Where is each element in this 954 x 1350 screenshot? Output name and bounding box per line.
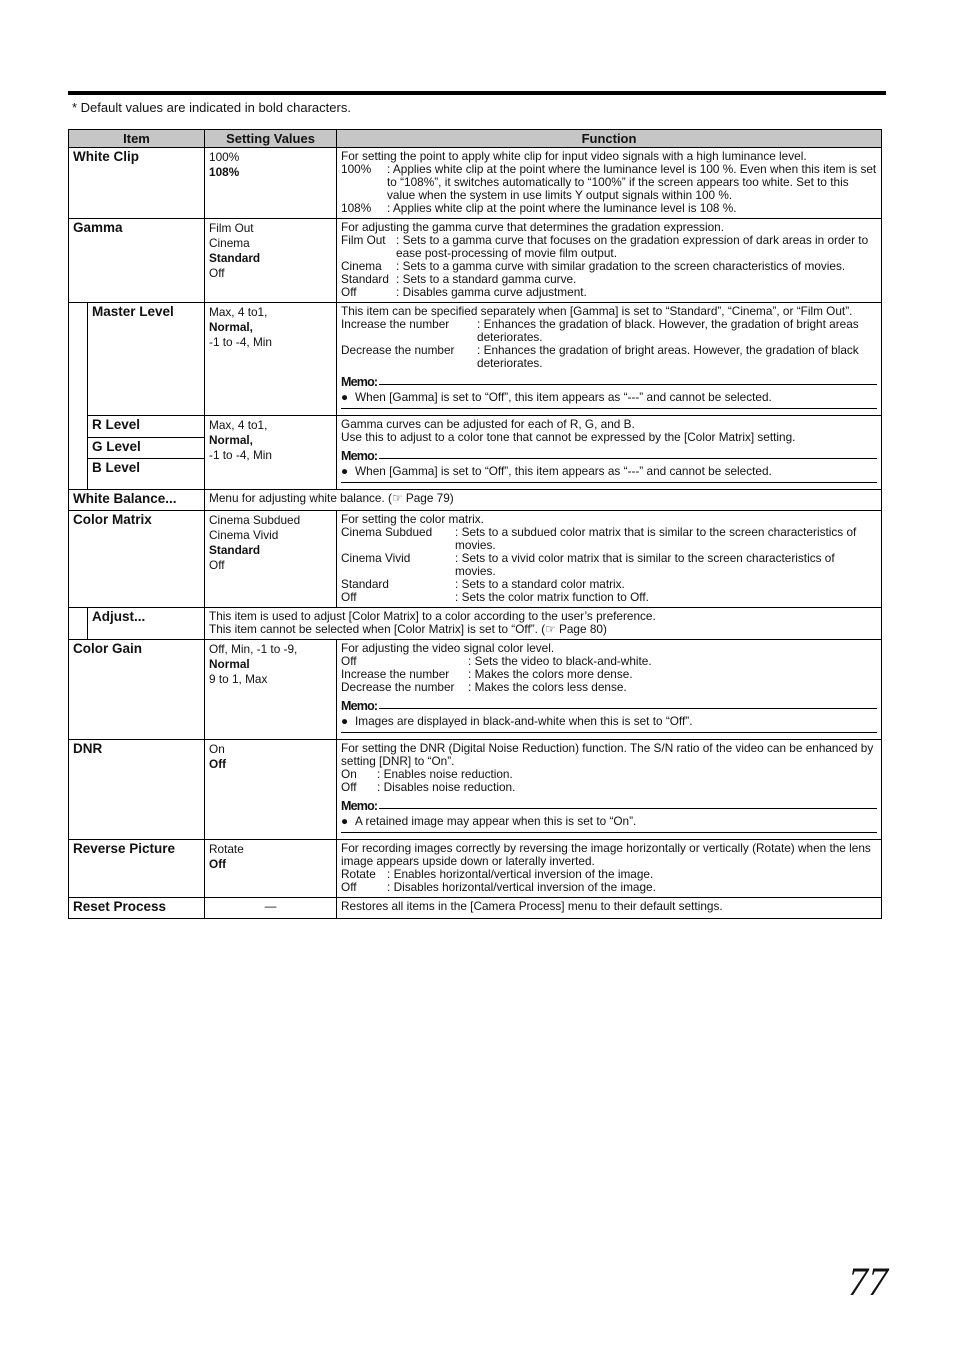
option-text: : Applies white clip at the point where the luminance level is 108 %. (387, 201, 737, 215)
option-text: : Enhances the gradation of bright areas. However, the gradation of black deteriorates. (477, 343, 859, 370)
value: Max, 4 to1, (209, 418, 268, 432)
option-text: : Enhances the gradation of black. However, the gradation of bright areas deteriorates. (477, 317, 859, 344)
item-white-balance: White Balance... (69, 490, 205, 511)
memo-header (341, 700, 877, 713)
page-number: 77 (848, 1259, 888, 1304)
bullet-icon: ● (341, 814, 349, 828)
function-white-balance: Menu for adjusting white balance. (☞ Page 79) (205, 490, 882, 511)
option-text: : Sets to a standard gamma curve. (396, 272, 577, 286)
table-row-adjust (69, 608, 882, 640)
value-default: Normal (209, 657, 250, 671)
table-row-white-clip (69, 148, 882, 219)
item-reverse-picture: Reverse Picture (69, 840, 205, 898)
option-text: : Disables horizontal/vertical inversion of the image. (387, 880, 656, 894)
option-key: Off (341, 590, 357, 604)
item-color-gain: Color Gain (69, 640, 205, 740)
value: -1 to -4, Min (209, 448, 272, 462)
indent-gutter (69, 416, 88, 490)
value-default: Off (209, 757, 227, 771)
option-text: : Sets to a gamma curve that focuses on the gradation expression of dark areas in order to ease post-processing of movie film output. (396, 233, 869, 260)
value: Cinema Vivid (209, 528, 279, 542)
option-text: : Sets to a standard color matrix. (455, 577, 625, 591)
function-intro: For adjusting the gamma curve that determines the gradation expression. (341, 220, 724, 234)
memo-label: Memo: (341, 449, 378, 463)
values-color-matrix (205, 511, 337, 608)
header-item: Item (69, 130, 205, 148)
top-rule (68, 91, 886, 95)
item-g-level: G Level (88, 437, 205, 459)
function-intro: For setting the DNR (Digital Noise Reduction) function. The S/N ratio of the video can be enhanced by setting [DNR] to “On”. (341, 741, 874, 768)
option-text: : Enables noise reduction. (377, 767, 513, 781)
item-gamma: Gamma (69, 219, 205, 303)
value: On (209, 742, 225, 756)
function-reverse-picture (337, 840, 882, 898)
memo-item (341, 391, 877, 409)
option-text: : Applies white clip at the point where the luminance level is 100 %. Even when this item is set to “108%”, it switches automatically to “100%” if the screen appears too white. Set to this value when the system in use limits Y output signals within 100 %. (387, 162, 877, 202)
option-key: Decrease the number (341, 680, 455, 694)
table-row-reverse-picture (69, 840, 882, 898)
function-intro: This item can be specified separately when [Gamma] is set to “Standard”, “Cinema”, or “Film Out”. (341, 304, 853, 318)
values-master-level (205, 303, 337, 416)
function-line: This item is used to adjust [Color Matrix] to a color according to the user’s preference. (209, 609, 656, 623)
header-function: Function (337, 130, 882, 148)
memo-label: Memo: (341, 699, 378, 713)
function-line: Use this to adjust to a color tone that cannot be expressed by the [Color Matrix] setting. (341, 430, 796, 444)
memo-text: Images are displayed in black-and-white when this is set to “Off”. (355, 714, 693, 728)
option-text: : Makes the colors more dense. (468, 667, 633, 681)
option-key: Off (341, 285, 357, 299)
function-color-gain (337, 640, 882, 740)
values-reverse-picture (205, 840, 337, 898)
option-key: Off (341, 654, 357, 668)
table-row-reset-process (69, 898, 882, 919)
option-key: Cinema Vivid (341, 551, 411, 565)
option-text: : Sets to a subdued color matrix that is similar to the screen characteristics of movies. (455, 525, 857, 552)
option-key: Increase the number (341, 667, 450, 681)
value-default: Off (209, 857, 227, 871)
value: 9 to 1, Max (209, 672, 268, 686)
option-text: : Sets to a vivid color matrix that is similar to the screen characteristics of movies. (455, 551, 835, 578)
function-color-matrix (337, 511, 882, 608)
option-text: : Sets the video to black-and-white. (468, 654, 652, 668)
values-rgb-level (205, 416, 337, 490)
memo-label: Memo: (341, 375, 378, 389)
value-default: 108% (209, 165, 240, 179)
values-color-gain (205, 640, 337, 740)
option-key: Standard (341, 272, 389, 286)
option-key: Rotate (341, 867, 376, 881)
value-default: Standard (209, 543, 261, 557)
option-key: On (341, 767, 357, 781)
item-color-matrix: Color Matrix (69, 511, 205, 608)
function-reset-process: Restores all items in the [Camera Process] menu to their default settings. (337, 898, 882, 919)
values-dnr (205, 740, 337, 840)
function-intro: For setting the point to apply white clip for input video signals with a high luminance level. (341, 149, 807, 163)
table-row-color-matrix (69, 511, 882, 608)
bullet-icon: ● (341, 390, 349, 404)
bullet-icon: ● (341, 464, 349, 478)
item-dnr: DNR (69, 740, 205, 840)
item-adjust: Adjust... (88, 608, 205, 640)
function-adjust (205, 608, 882, 640)
option-key: Standard (341, 577, 389, 591)
indent-gutter (69, 303, 88, 416)
default-values-note: * Default values are indicated in bold characters. (72, 100, 351, 115)
function-rgb-level (337, 416, 882, 490)
table-row-r-level (69, 416, 882, 438)
option-key: Cinema Subdued (341, 525, 433, 539)
item-r-level: R Level (88, 416, 205, 438)
memo-text: When [Gamma] is set to “Off”, this item appears as “---” and cannot be selected. (355, 464, 772, 478)
function-dnr (337, 740, 882, 840)
function-intro: For adjusting the video signal color level. (341, 641, 555, 655)
memo-header (341, 800, 877, 813)
option-text: : Sets to a gamma curve with similar gradation to the screen characteristics of movies. (396, 259, 846, 273)
values-reset-process: — (205, 898, 337, 919)
option-text: : Disables noise reduction. (377, 780, 516, 794)
value: Max, 4 to1, (209, 305, 268, 319)
function-master-level (337, 303, 882, 416)
option-text: : Disables gamma curve adjustment. (396, 285, 587, 299)
option-key: Decrease the number (341, 343, 455, 357)
values-gamma (205, 219, 337, 303)
value-default: Standard (209, 251, 261, 265)
table-row-color-gain (69, 640, 882, 740)
memo-item (341, 715, 877, 733)
option-key: 108% (341, 201, 372, 215)
indent-gutter (69, 608, 88, 640)
memo-text: A retained image may appear when this is set to “On”. (355, 814, 637, 828)
values-white-clip (205, 148, 337, 219)
option-key: 100% (341, 162, 372, 176)
option-key: Increase the number (341, 317, 450, 331)
memo-label: Memo: (341, 799, 378, 813)
value-default: Normal, (209, 320, 253, 334)
function-white-clip (337, 148, 882, 219)
function-gamma (337, 219, 882, 303)
memo-header (341, 376, 877, 389)
memo-item (341, 815, 877, 833)
memo-item (341, 465, 877, 483)
memo-header (341, 450, 877, 463)
header-setting-values: Setting Values (205, 130, 337, 148)
option-key: Cinema (341, 259, 382, 273)
bullet-icon: ● (341, 714, 349, 728)
table-row-white-balance (69, 490, 882, 511)
value: Off (209, 558, 225, 572)
option-text: : Enables horizontal/vertical inversion of the image. (387, 867, 654, 881)
item-b-level: B Level (88, 459, 205, 490)
value: Off, Min, -1 to -9, (209, 642, 298, 656)
option-text: : Makes the colors less dense. (468, 680, 627, 694)
value-default: Normal, (209, 433, 253, 447)
table-row-dnr (69, 740, 882, 840)
value: Cinema (209, 236, 250, 250)
item-reset-process: Reset Process (69, 898, 205, 919)
function-intro: For recording images correctly by reversing the image horizontally or vertically (Rotate) when the lens image appears upside down or laterally inverted. (341, 841, 871, 868)
option-key: Film Out (341, 233, 386, 247)
value: Off (209, 266, 225, 280)
value: Cinema Subdued (209, 513, 301, 527)
function-line: Gamma curves can be adjusted for each of R, G, and B. (341, 417, 635, 431)
table-header-row (69, 130, 882, 148)
function-line: This item cannot be selected when [Color Matrix] is set to “Off”. (☞ Page 80) (209, 622, 607, 636)
value: Film Out (209, 221, 254, 235)
memo-text: When [Gamma] is set to “Off”, this item appears as “---” and cannot be selected. (355, 390, 772, 404)
table-row-gamma (69, 219, 882, 303)
item-master-level: Master Level (88, 303, 205, 416)
item-white-clip: White Clip (69, 148, 205, 219)
value: 100% (209, 150, 240, 164)
option-text: : Sets the color matrix function to Off. (455, 590, 649, 604)
function-intro: For setting the color matrix. (341, 512, 484, 526)
table-row-master-level (69, 303, 882, 416)
option-key: Off (341, 780, 357, 794)
settings-table (68, 129, 882, 919)
value: Rotate (209, 842, 244, 856)
value: -1 to -4, Min (209, 335, 272, 349)
option-key: Off (341, 880, 357, 894)
